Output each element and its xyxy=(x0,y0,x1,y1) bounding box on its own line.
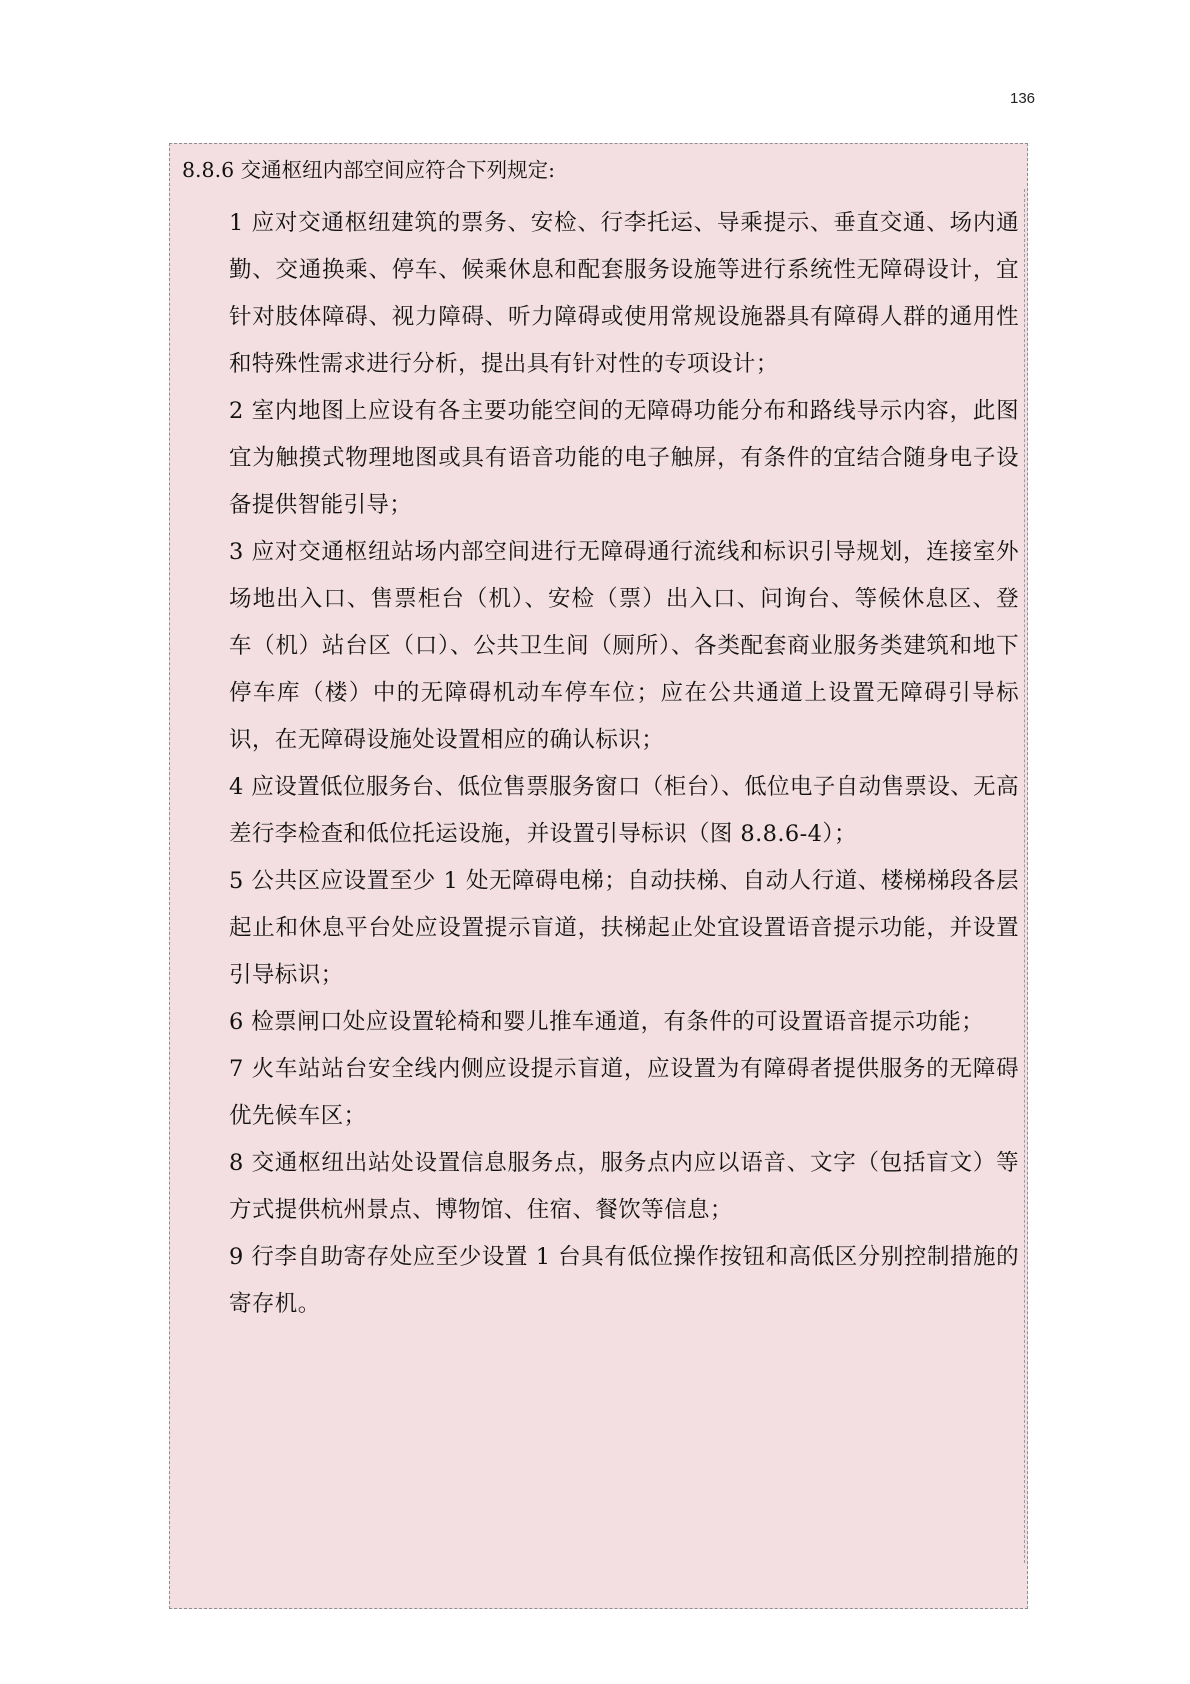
page-number: 136 xyxy=(1010,90,1036,107)
clause-item-7: 7 火车站站台安全线内侧应设提示盲道，应设置为有障碍者提供服务的无障碍优先候车区； xyxy=(229,1056,1019,1129)
clause-item-5: 5 公共区应设置至少 1 处无障碍电梯；自动扶梯、自动人行道、楼梯梯段各层起止和休息平台处应设置提示盲道，扶梯起止处宜设置语音提示功能，并设置引导标识； xyxy=(229,868,1019,988)
specification-box xyxy=(169,143,1028,1609)
clause-item-4: 4 应设置低位服务台、低位售票服务窗口（柜台）、低位电子自动售票设、无高差行李检查和低位托运设施，并设置引导标识（图 8.8.6-4）； xyxy=(229,774,1019,847)
clause-list xyxy=(229,200,1019,1328)
clause-item-3: 3 应对交通枢纽站场内部空间进行无障碍通行流线和标识引导规划，连接室外场地出入口、售票柜台（机）、安检（票）出入口、问询台、等候休息区、登车（机）站台区（口）、公共卫生间（厕所）、各类配套商业服务类建筑和地下停车库（楼）中的无障碍机动车停车位；应在公共通道上设置无障碍引导标识，在无障碍设施处设置相应的确认标识； xyxy=(229,539,1019,753)
clause-item-2: 2 室内地图上应设有各主要功能空间的无障碍功能分布和路线导示内容，此图宜为触摸式物理地图或具有语音功能的电子触屏，有条件的宜结合随身电子设备提供智能引导； xyxy=(229,398,1019,518)
clause-item-8: 8 交通枢纽出站处设置信息服务点，服务点内应以语音、文字（包括盲文）等方式提供杭州景点、博物馆、住宿、餐饮等信息； xyxy=(229,1150,1019,1223)
clause-item-6: 6 检票闸口处应设置轮椅和婴儿推车通道，有条件的可设置语音提示功能； xyxy=(229,1009,985,1035)
clause-item-1: 1 应对交通枢纽建筑的票务、安检、行李托运、导乘提示、垂直交通、场内通勤、交通换乘、停车、候乘休息和配套服务设施等进行系统性无障碍设计，宜针对肢体障碍、视力障碍、听力障碍或使用常规设施器具有障碍人群的通用性和特殊性需求进行分析，提出具有针对性的专项设计； xyxy=(229,210,1019,377)
section-heading: 8.8.6 交通枢纽内部空间应符合下列规定: xyxy=(182,158,556,182)
clause-item-9: 9 行李自助寄存处应至少设置 1 台具有低位操作按钮和高低区分别控制措施的寄存机。 xyxy=(229,1244,1019,1317)
